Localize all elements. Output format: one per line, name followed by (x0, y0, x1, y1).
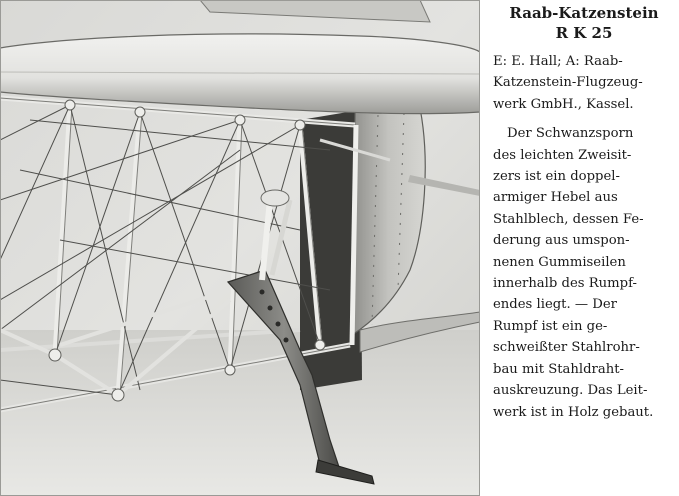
description-line: Der Schwanzsporn (507, 126, 634, 142)
credits-line: Katzenstein-Flugzeug- (493, 75, 643, 91)
description-line: innerhalb des Rumpf- (493, 276, 637, 292)
description-line: des leichten Zweisit- (493, 147, 632, 163)
description-line: Stahlblech, dessen Fe- (493, 211, 644, 227)
caption-column (493, 0, 675, 496)
description-line: armiger Hebel aus (493, 190, 618, 206)
aircraft-name: Raab-Katzenstein (509, 4, 659, 22)
description-line: Rumpf ist ein ge- (493, 318, 608, 334)
credits-line: E: E. Hall; A: Raab- (493, 54, 623, 69)
description-line: werk ist in Holz gebaut. (493, 404, 654, 420)
description-line: zers ist ein doppel- (493, 169, 620, 185)
credits-line: werk GmbH., Kassel. (493, 96, 634, 112)
description-line: bau mit Stahldraht- (493, 361, 624, 377)
aircraft-model: R K 25 (555, 24, 613, 42)
hangar-floor (0, 330, 480, 496)
description-line: auskreuzung. Das Leit- (493, 383, 648, 399)
description-line: schweißter Stahlrohr- (493, 340, 640, 356)
description-line: nenen Gummiseilen (493, 254, 626, 270)
description-line: derung aus umspon- (493, 233, 630, 249)
description-line: endes liegt. — Der (493, 297, 617, 313)
credits-paragraph (493, 51, 675, 115)
description-paragraph (493, 123, 675, 423)
